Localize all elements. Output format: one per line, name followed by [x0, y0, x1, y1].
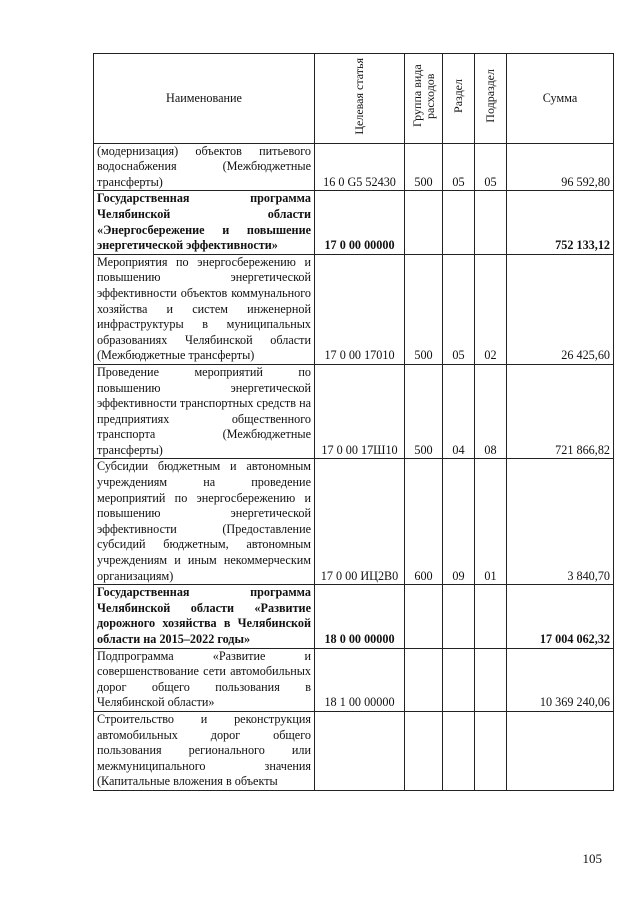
row-amount — [507, 711, 614, 790]
row-subsection — [475, 711, 507, 790]
row-expense-group — [405, 648, 443, 711]
row-target-article: 18 1 00 00000 — [315, 648, 405, 711]
row-subsection — [475, 585, 507, 648]
row-amount: 26 425,60 — [507, 254, 614, 364]
row-subsection — [475, 648, 507, 711]
row-subsection: 02 — [475, 254, 507, 364]
table-row — [94, 585, 614, 648]
row-section: 05 — [443, 143, 475, 191]
header-subsection: Подраздел — [475, 54, 507, 144]
row-name: Строительство и реконструкция автомобильных дорог общего пользования регионального или межмуниципального значения (Капитальные вложения в объекты — [94, 711, 315, 790]
row-name: Мероприятия по энергосбережению и повышению энергетической эффективности объектов коммунального хозяйства и систем инженерной инфраструктуры в муниципальных образованиях Челябинской области (Межбюджетные трансферты) — [94, 254, 315, 364]
row-name: (модернизация) объектов питьевого водоснабжения (Межбюджетные трансферты) — [94, 143, 315, 191]
header-section: Раздел — [443, 54, 475, 144]
table-header-row — [94, 54, 614, 144]
table-row — [94, 143, 614, 191]
row-expense-group: 500 — [405, 364, 443, 459]
row-target-article: 16 0 G5 52430 — [315, 143, 405, 191]
row-section: 05 — [443, 254, 475, 364]
row-section — [443, 711, 475, 790]
row-amount: 3 840,70 — [507, 459, 614, 585]
row-expense-group: 500 — [405, 254, 443, 364]
row-target-article: 17 0 00 ИЦ2В0 — [315, 459, 405, 585]
row-name: Проведение мероприятий по повышению энергетической эффективности транспортных средств на предприятиях общественного транспорта (Межбюджетные трансферты) — [94, 364, 315, 459]
row-amount: 752 133,12 — [507, 191, 614, 254]
row-target-article: 17 0 00 17Ш10 — [315, 364, 405, 459]
table-row — [94, 364, 614, 459]
row-expense-group — [405, 585, 443, 648]
header-expense-group: Группа вида расходов — [405, 54, 443, 144]
row-expense-group: 600 — [405, 459, 443, 585]
row-target-article: 17 0 00 00000 — [315, 191, 405, 254]
row-target-article — [315, 711, 405, 790]
row-expense-group — [405, 711, 443, 790]
header-target-article: Целевая статья — [315, 54, 405, 144]
row-expense-group: 500 — [405, 143, 443, 191]
budget-table — [93, 53, 614, 791]
row-target-article: 17 0 00 17010 — [315, 254, 405, 364]
row-section — [443, 648, 475, 711]
row-amount: 96 592,80 — [507, 143, 614, 191]
row-name: Подпрограмма «Развитие и совершенствование сети автомобильных дорог общего пользования в Челябинской области» — [94, 648, 315, 711]
row-name: Государственная программа Челябинской области «Энергосбережение и повышение энергетической эффективности» — [94, 191, 315, 254]
row-subsection — [475, 191, 507, 254]
row-name: Государственная программа Челябинской области «Развитие дорожного хозяйства в Челябинской области на 2015–2022 годы» — [94, 585, 315, 648]
table-row — [94, 459, 614, 585]
row-subsection: 05 — [475, 143, 507, 191]
page-number: 105 — [582, 851, 602, 866]
row-section — [443, 585, 475, 648]
row-amount: 10 369 240,06 — [507, 648, 614, 711]
table-row — [94, 711, 614, 790]
table-row — [94, 648, 614, 711]
row-subsection: 08 — [475, 364, 507, 459]
row-section — [443, 191, 475, 254]
row-name: Субсидии бюджетным и автономным учреждениям на проведение мероприятий по энергосбережению и повышению энергетической эффективности (Предоставление субсидий бюджетным, автономным учреждениям и иным некоммерческим организациям) — [94, 459, 315, 585]
row-section: 04 — [443, 364, 475, 459]
row-subsection: 01 — [475, 459, 507, 585]
row-amount: 721 866,82 — [507, 364, 614, 459]
row-section: 09 — [443, 459, 475, 585]
row-target-article: 18 0 00 00000 — [315, 585, 405, 648]
row-expense-group — [405, 191, 443, 254]
row-amount: 17 004 062,32 — [507, 585, 614, 648]
header-name: Наименование — [94, 54, 315, 144]
table-row — [94, 191, 614, 254]
header-amount: Сумма — [507, 54, 614, 144]
table-row — [94, 254, 614, 364]
